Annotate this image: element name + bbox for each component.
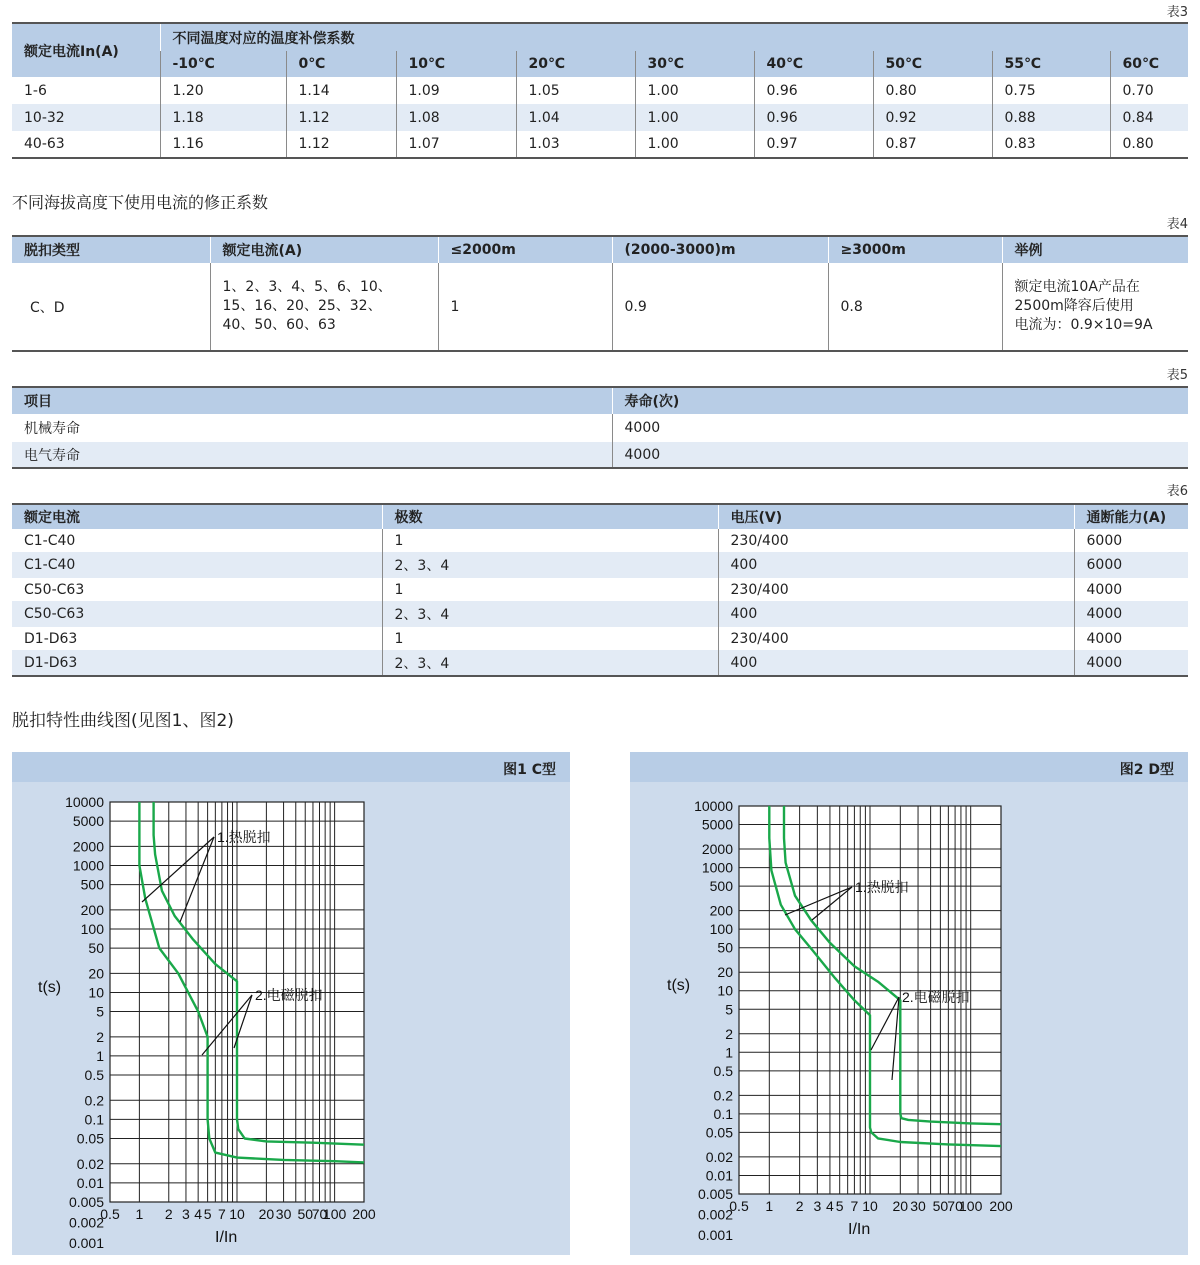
rated-current-cell: C1-C40: [12, 552, 382, 578]
y-tick-label: 100: [80, 920, 104, 937]
example-header: 举例: [1002, 236, 1188, 263]
voltage-cell: 400: [718, 650, 1074, 676]
table6-label: 表6: [1166, 484, 1188, 499]
breaking-capacity-cell: 4000: [1074, 650, 1188, 676]
y-tick-label: 0.002: [68, 1214, 104, 1231]
y-tick-label: 0.5: [713, 1062, 733, 1079]
coefficient-cell: 1.12: [286, 104, 396, 131]
y-tick-label: 0.01: [705, 1167, 733, 1184]
breaking-capacity-cell: 4000: [1074, 578, 1188, 601]
y-tick-label: 5000: [72, 813, 104, 830]
y-tick-label: 0.02: [76, 1155, 104, 1172]
poles-cell: 2、3、4: [382, 650, 718, 676]
figure-2-chart: [630, 752, 1188, 1255]
coefficient-cell: 1.05: [516, 77, 635, 104]
y-tick-label: 5: [96, 1003, 104, 1020]
x-tick-label: 30: [910, 1198, 926, 1214]
table-row: [12, 650, 1188, 676]
voltage-cell: 230/400: [718, 529, 1074, 552]
rated-current-cell: C1-C40: [24, 532, 76, 549]
coefficient-cell: 1.20: [160, 77, 286, 104]
factor-below-2000m: 1: [438, 263, 612, 351]
y-tick-label: 500: [709, 878, 733, 895]
y-tick-label: 10: [717, 982, 733, 999]
coefficient-cell: 0.96: [754, 77, 873, 104]
trip-curve-section-title: 脱扣特性曲线图(见图1、图2): [12, 711, 234, 731]
x-tick-label: 50: [932, 1198, 949, 1214]
table-row: [12, 578, 1188, 601]
below-2000m-header: ≤2000m: [438, 236, 612, 263]
temp-header: 40℃: [754, 51, 873, 77]
y-tick-label: 0.02: [705, 1148, 733, 1165]
y-tick-label: 0.05: [705, 1124, 733, 1141]
y-tick-label: 2: [725, 1025, 733, 1042]
x-tick-label: 1: [135, 1206, 144, 1222]
rated-current-cell: C50-C63: [12, 601, 382, 627]
poles-cell: 1: [382, 578, 718, 601]
table3-label: 表3: [1166, 5, 1188, 20]
y-tick-label: 2: [96, 1028, 104, 1045]
rated-current-header: 额定电流(A): [210, 236, 438, 263]
table-row: [12, 552, 1188, 578]
magnetic-trip-annotation: 2.电磁脱扣: [255, 987, 323, 1003]
y-tick-label: 1: [725, 1044, 733, 1061]
thermal-trip-annotation: 1.热脱扣: [855, 879, 909, 895]
coefficient-cell: 1.00: [635, 77, 754, 104]
x-tick-label: 10: [862, 1198, 878, 1214]
coefficient-cell: 1.07: [396, 131, 516, 158]
compensation-group-header: 不同温度对应的温度补偿系数: [160, 23, 1188, 51]
voltage-cell: 400: [718, 601, 1074, 627]
y-tick-label: 20: [717, 964, 733, 981]
y-tick-label: 10000: [65, 794, 104, 810]
x-tick-label: 200: [352, 1206, 376, 1222]
2000-3000m-header: (2000-3000)m: [612, 236, 828, 263]
y-tick-label: 0.005: [68, 1194, 104, 1210]
y-tick-label: 200: [709, 902, 733, 919]
y-tick-label: 0.05: [76, 1130, 104, 1147]
breaking-capacity-header: 通断能力(A): [1074, 504, 1188, 529]
y-tick-label: 20: [88, 965, 104, 982]
rated-current-cell: D1-D63: [24, 630, 78, 647]
y-tick-label: 200: [80, 901, 104, 918]
x-tick-label: 7: [850, 1198, 859, 1214]
y-tick-label: 1000: [701, 859, 733, 876]
temp-header: 50℃: [873, 51, 992, 77]
figure-1-chart: [12, 752, 570, 1255]
coefficient-cell: 0.75: [992, 77, 1110, 104]
x-tick-label: 2: [795, 1198, 804, 1214]
x-tick-label: 70: [947, 1198, 963, 1214]
x-tick-label: 7: [217, 1206, 226, 1222]
x-tick-label: 30: [275, 1206, 292, 1222]
coefficient-cell: 1.12: [286, 131, 396, 158]
factor-2000-3000m: 0.9: [612, 263, 828, 351]
rated-current-cell: C50-C63: [24, 581, 85, 598]
voltage-cell: 230/400: [718, 578, 1074, 601]
y-tick-label: 0.005: [697, 1186, 733, 1202]
example-cell: 额定电流10A产品在 2500m降容后使用 电流为：0.9×10=9A: [1002, 263, 1188, 351]
magnetic-trip-annotation: 2.电磁脱扣: [902, 989, 970, 1005]
temp-header: 0℃: [286, 51, 396, 77]
y-axis-label: t(s): [667, 977, 691, 994]
temp-header: 55℃: [992, 51, 1110, 77]
y-tick-label: 1: [96, 1047, 104, 1064]
thermal-trip-annotation: 1.热脱扣: [217, 829, 271, 845]
y-tick-label: 0.001: [697, 1227, 733, 1243]
rated-current-cell: 1-6: [24, 82, 47, 99]
coefficient-cell: 1.08: [396, 104, 516, 131]
poles-cell: 1: [382, 627, 718, 650]
temp-header: 10℃: [396, 51, 516, 77]
y-tick-label: 0.2: [713, 1087, 733, 1104]
table5-label: 表5: [1166, 368, 1188, 383]
service-life-table: [12, 386, 1188, 469]
coefficient-cell: 1.09: [396, 77, 516, 104]
x-tick-label: 100: [322, 1206, 347, 1222]
x-tick-label: 0.5: [100, 1206, 120, 1222]
electrical-life-label: 电气寿命: [12, 442, 612, 468]
temp-header: 60℃: [1110, 51, 1188, 77]
y-tick-label: 100: [709, 921, 733, 938]
item-header: 项目: [12, 387, 612, 414]
y-tick-label: 0.1: [713, 1105, 733, 1122]
table-row: [12, 601, 1188, 627]
y-tick-label: 10: [88, 984, 104, 1001]
breaking-capacity-cell: 4000: [1074, 627, 1188, 650]
temp-header: -10℃: [160, 51, 286, 77]
temp-header: 20℃: [516, 51, 635, 77]
voltage-cell: 400: [718, 552, 1074, 578]
figure-1-title: 图1 C型: [503, 762, 556, 778]
coefficient-cell: 0.70: [1110, 77, 1188, 104]
y-tick-label: 0.002: [697, 1206, 733, 1223]
breaking-capacity-cell: 6000: [1074, 552, 1188, 578]
breaking-capacity-cell: 6000: [1074, 529, 1188, 552]
coefficient-cell: 0.80: [873, 77, 992, 104]
coefficient-cell: 0.92: [873, 104, 992, 131]
x-axis-label: I/In: [215, 1229, 238, 1246]
y-tick-label: 0.01: [76, 1174, 104, 1191]
mechanical-life-value: 4000: [612, 414, 1188, 442]
table-row: [12, 529, 1188, 552]
altitude-derating-table: [12, 235, 1188, 352]
breaking-capacity-cell: 4000: [1074, 601, 1188, 627]
coefficient-cell: 1.18: [160, 104, 286, 131]
coefficient-cell: 0.84: [1110, 104, 1188, 131]
y-tick-label: 0.001: [68, 1235, 104, 1251]
y-tick-label: 500: [80, 876, 104, 893]
coefficient-cell: 1.00: [635, 104, 754, 131]
rated-current-header: 额定电流: [12, 504, 382, 529]
coefficient-cell: 1.14: [286, 77, 396, 104]
x-tick-label: 100: [959, 1198, 983, 1214]
x-tick-label: 70: [311, 1206, 328, 1222]
x-tick-label: 5: [835, 1198, 844, 1214]
x-tick-label: 50: [297, 1206, 314, 1222]
y-tick-label: 2000: [701, 841, 733, 858]
breaking-capacity-table: [12, 503, 1188, 677]
voltage-header: 电压(V): [718, 504, 1074, 529]
poles-header: 极数: [382, 504, 718, 529]
coefficient-cell: 1.00: [635, 131, 754, 158]
poles-cell: 1: [382, 529, 718, 552]
rated-currents-cell: 1、2、3、4、5、6、10、 15、16、20、25、32、 40、50、60、63: [210, 263, 438, 351]
coefficient-cell: 0.83: [992, 131, 1110, 158]
x-tick-label: 200: [989, 1198, 1013, 1214]
x-tick-label: 4: [194, 1206, 203, 1222]
trip-type-header: 脱扣类型: [12, 236, 210, 263]
coefficient-cell: 0.80: [1110, 131, 1188, 158]
rated-current-header: 额定电流In(A): [12, 23, 160, 77]
temperature-compensation-table: [12, 22, 1188, 159]
table-row: [12, 77, 1188, 104]
figure-2-d-type: [630, 752, 1188, 1255]
x-tick-label: 2: [164, 1206, 173, 1222]
rated-current-cell: 40-63: [24, 136, 65, 152]
x-tick-label: 4: [826, 1198, 834, 1214]
x-tick-label: 3: [813, 1198, 822, 1214]
x-tick-label: 1: [765, 1198, 774, 1214]
altitude-section-title: 不同海拔高度下使用电流的修正系数: [12, 193, 269, 212]
table-row: [12, 627, 1188, 650]
y-tick-label: 5000: [701, 816, 733, 833]
y-tick-label: 2000: [72, 838, 104, 855]
coefficient-cell: 0.97: [754, 131, 873, 158]
y-tick-label: 1000: [72, 857, 104, 874]
figure-1-c-type: [12, 752, 570, 1255]
figure-2-title: 图2 D型: [1119, 762, 1174, 778]
x-tick-label: 5: [203, 1206, 212, 1222]
poles-cell: 2、3、4: [382, 552, 718, 578]
y-tick-label: 0.1: [84, 1111, 104, 1128]
coefficient-cell: 0.96: [754, 104, 873, 131]
trip-type-cell: C、D: [30, 299, 65, 316]
factor-above-3000m: 0.8: [828, 263, 1002, 351]
y-tick-label: 10000: [694, 798, 733, 814]
poles-cell: 2、3、4: [382, 601, 718, 627]
table4-label: 表4: [1166, 217, 1188, 232]
y-tick-label: 50: [717, 939, 733, 956]
y-axis-label: t(s): [38, 979, 62, 996]
rated-current-cell: 10-32: [12, 104, 160, 131]
y-tick-label: 50: [88, 940, 104, 957]
x-tick-label: 20: [258, 1206, 275, 1222]
coefficient-cell: 0.88: [992, 104, 1110, 131]
electrical-life-value: 4000: [612, 442, 1188, 468]
coefficient-cell: 1.16: [160, 131, 286, 158]
coefficient-cell: 1.04: [516, 104, 635, 131]
x-tick-label: 20: [892, 1198, 909, 1214]
x-tick-label: 0.5: [729, 1198, 749, 1214]
voltage-cell: 230/400: [718, 627, 1074, 650]
y-tick-label: 0.5: [84, 1067, 104, 1084]
x-tick-label: 3: [182, 1206, 190, 1222]
mechanical-life-label: 机械寿命: [24, 421, 80, 437]
table-row: [12, 104, 1188, 131]
x-tick-label: 10: [229, 1206, 245, 1222]
coefficient-cell: 0.87: [873, 131, 992, 158]
rated-current-cell: D1-D63: [12, 650, 382, 676]
table-row: [12, 131, 1188, 158]
y-tick-label: 0.2: [84, 1092, 104, 1109]
y-tick-label: 5: [725, 1001, 733, 1018]
life-header: 寿命(次): [612, 387, 1188, 414]
above-3000m-header: ≥3000m: [828, 236, 1002, 263]
temp-header: 30℃: [635, 51, 754, 77]
coefficient-cell: 1.03: [516, 131, 635, 158]
x-axis-label: I/In: [848, 1221, 871, 1238]
